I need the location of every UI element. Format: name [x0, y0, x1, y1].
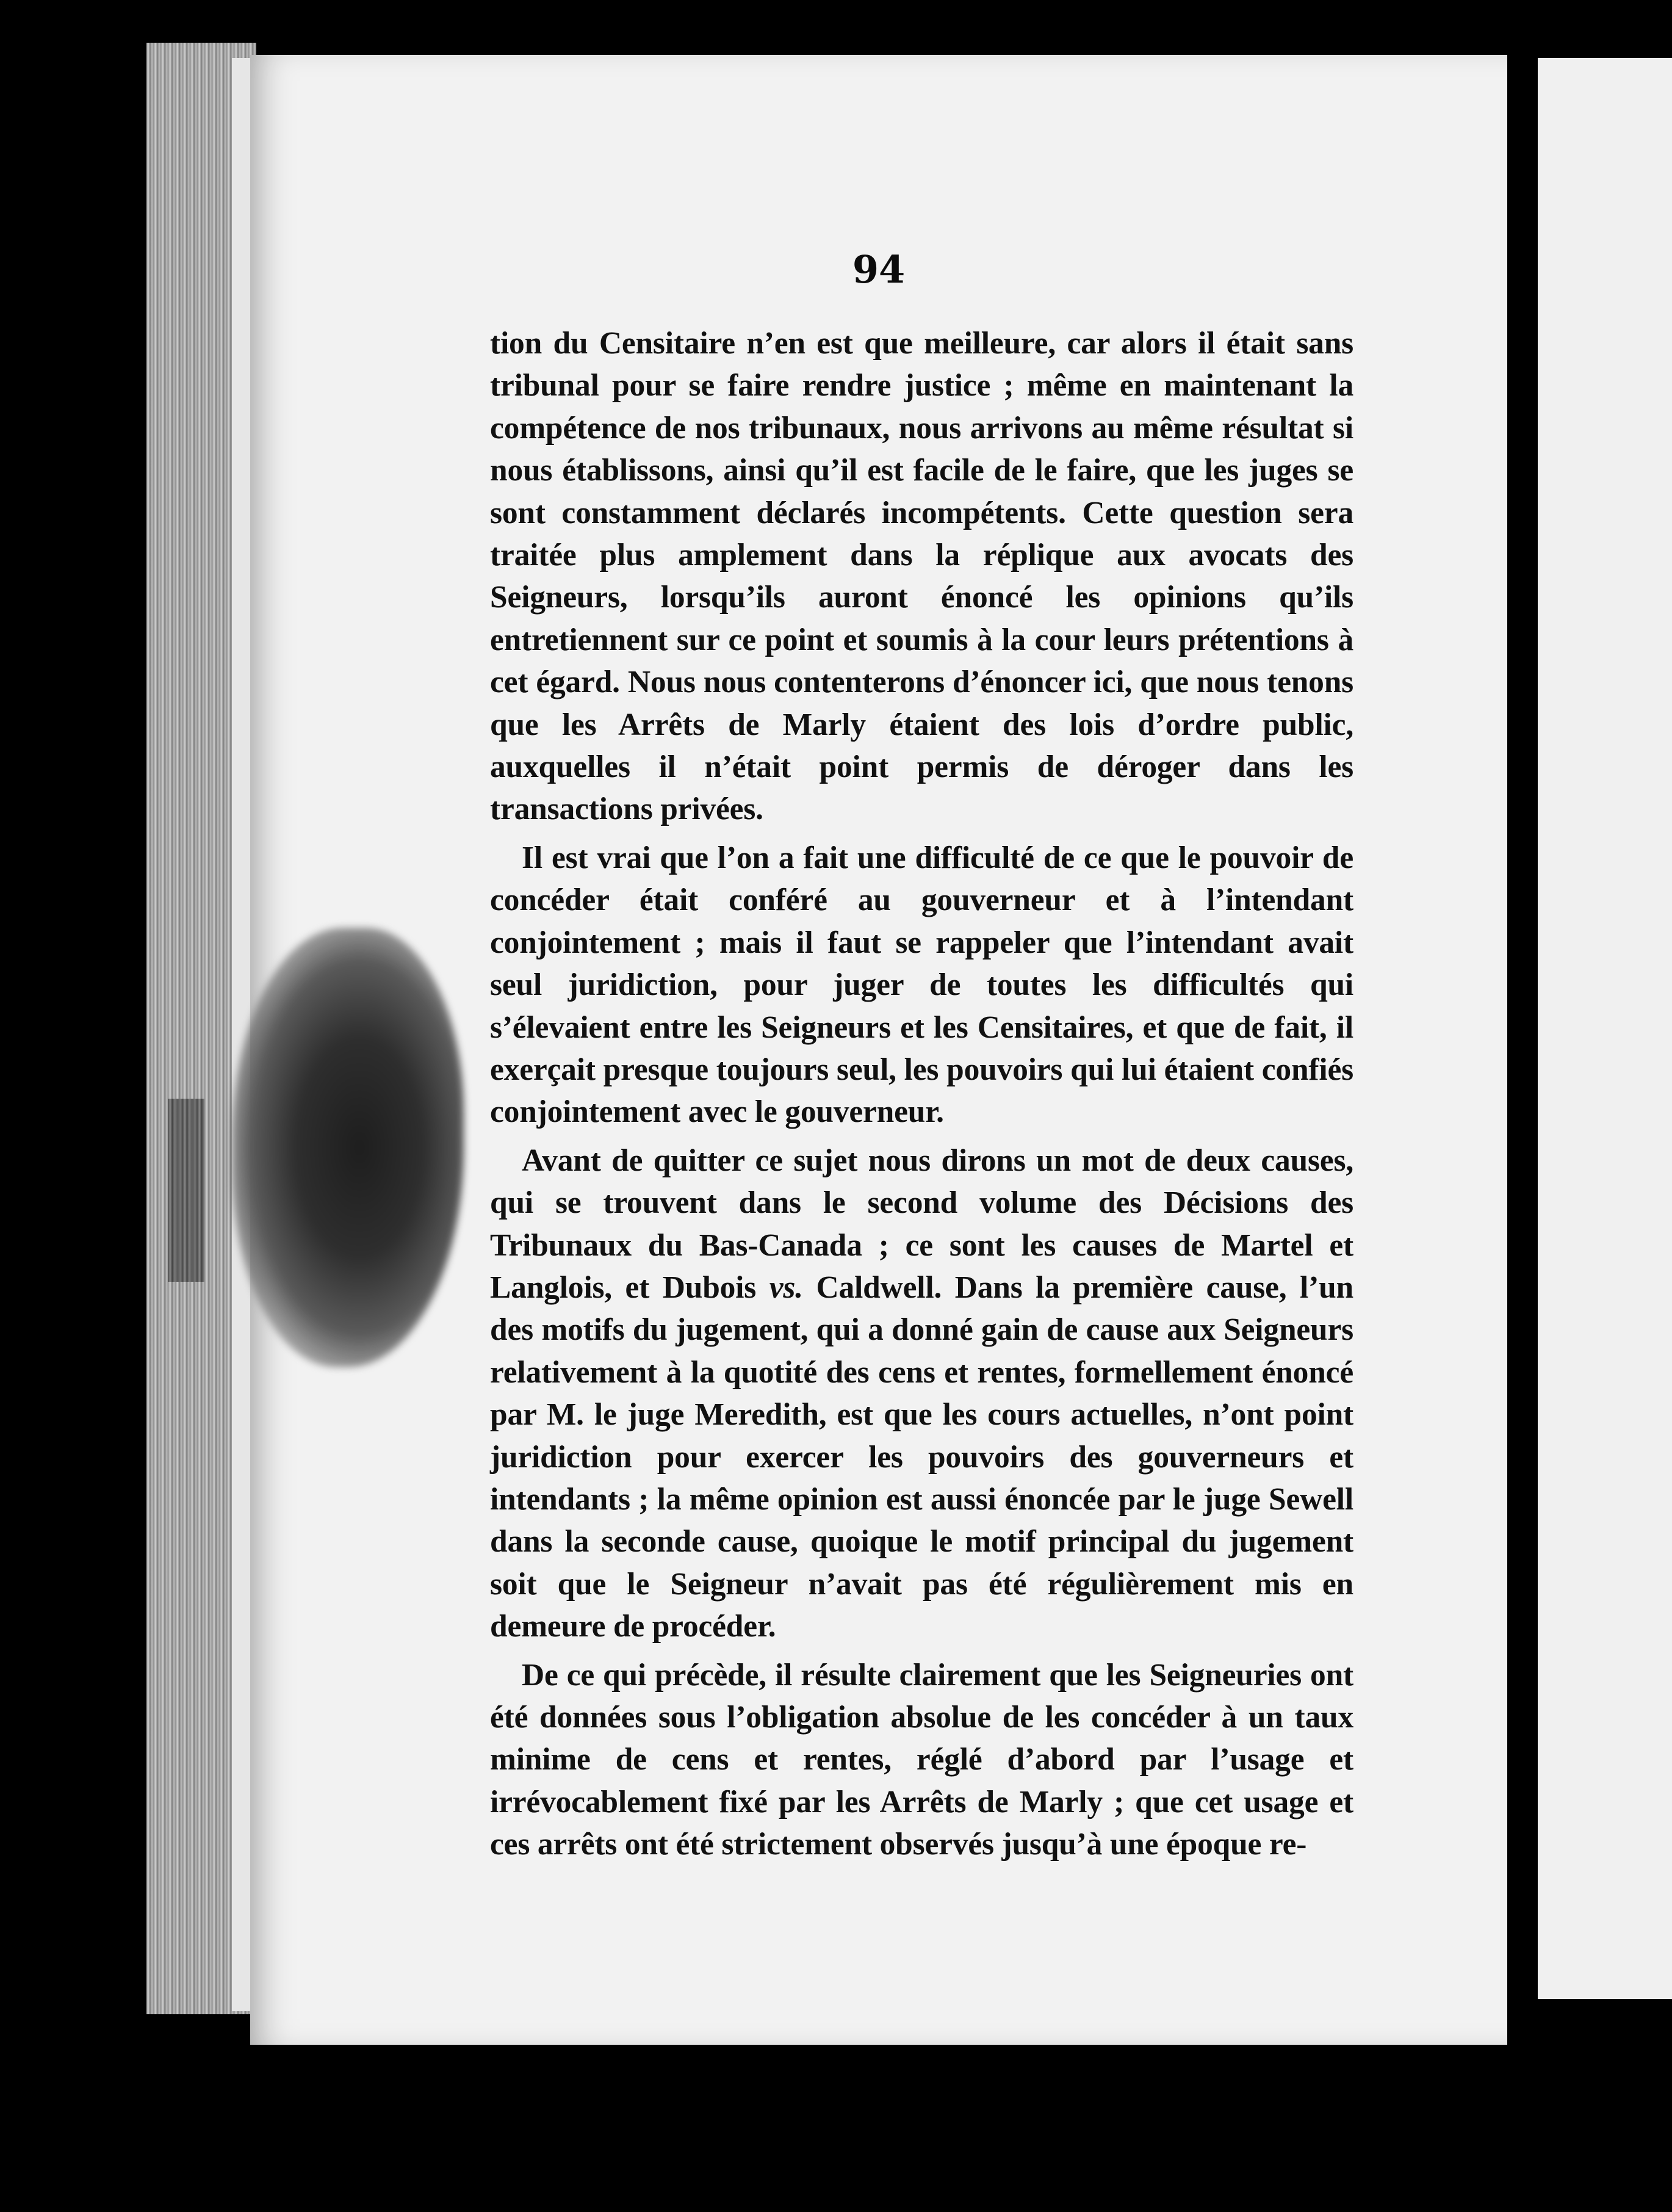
paragraph-2: Il est vrai que l’on a fait une difficulté de ce que le pouvoir de concéder était conféré au gouverneur et à l’intendant conjointement ; mais il faut se rappeler que l’intendant avait seul juridiction, pour juger de toutes les difficultés qui s’élevaient entre les Seigneurs et les Censitaires, et que de fait, il exerçait presque toujours seul, les pouvoirs qui lui étaient confiés conjointement avec le gouverneur.	[490, 840, 1353, 1130]
paragraph-4: De ce qui précède, il résulte clairement que les Seigneuries ont été données sous l’obligation absolue de les concéder à un taux minime de cens et rentes, réglé d’abord par l’usage et irrévocablement fixé par les Arrêts de Marly ; que cet usage et ces arrêts ont été strictement observés jusqu’à une époque re-	[490, 1657, 1353, 1862]
spine-shadow	[168, 1099, 204, 1282]
versus-abbreviation: vs.	[769, 1270, 803, 1305]
paragraph-3-part-2: Caldwell. Dans la première cause, l’un des motifs du jugement, qui a donné gain de cause aux Seigneurs relativement à la quotité des cens et rentes, formellement énoncé par M. le juge Meredith, est que les cours actuelles, n’ont point juridiction pour exercer les pouvoirs des gouverneurs et intendants ; la même opinion est aussi énoncée par le juge Sewell dans la seconde cause, quoique le motif principal du jugement soit que le Seigneur n’avait pas été régulièrement mis en demeure de procéder.	[490, 1270, 1353, 1644]
page-number: 94	[852, 247, 906, 292]
facing-page-edge	[1538, 58, 1672, 1999]
ink-stain	[232, 928, 464, 1367]
paragraph-3-part-1: Avant de quitter ce sujet nous dirons un mot de deux causes, qui se trouvent dans le second volume des Décisions des Tribunaux du Bas-Canada ; ce sont les causes de Martel et Langlois, et Dubois	[490, 1143, 1353, 1305]
paragraph-3	[490, 1140, 1353, 1648]
body-text	[490, 322, 1353, 1872]
paragraph-1: tion du Censitaire n’en est que meilleure, car alors il était sans tribunal pour se faire rendre justice ; même en maintenant la compétence de nos tribunaux, nous arrivons au même résultat si nous établissons, ainsi qu’il est facile de le faire, que les juges se sont constamment déclarés incompétents. Cette question sera traitée plus amplement dans la réplique aux avocats des Seigneurs, lorsqu’ils auront énoncé les opinions qu’ils entretiennent sur ce point et soumis à la cour leurs prétentions à cet égard. Nous nous contenterons d’énoncer ici, que nous tenons que les Arrêts de Marly étaient des lois d’ordre public, auxquelles il n’était point permis de déroger dans les transactions privées.	[490, 326, 1353, 827]
